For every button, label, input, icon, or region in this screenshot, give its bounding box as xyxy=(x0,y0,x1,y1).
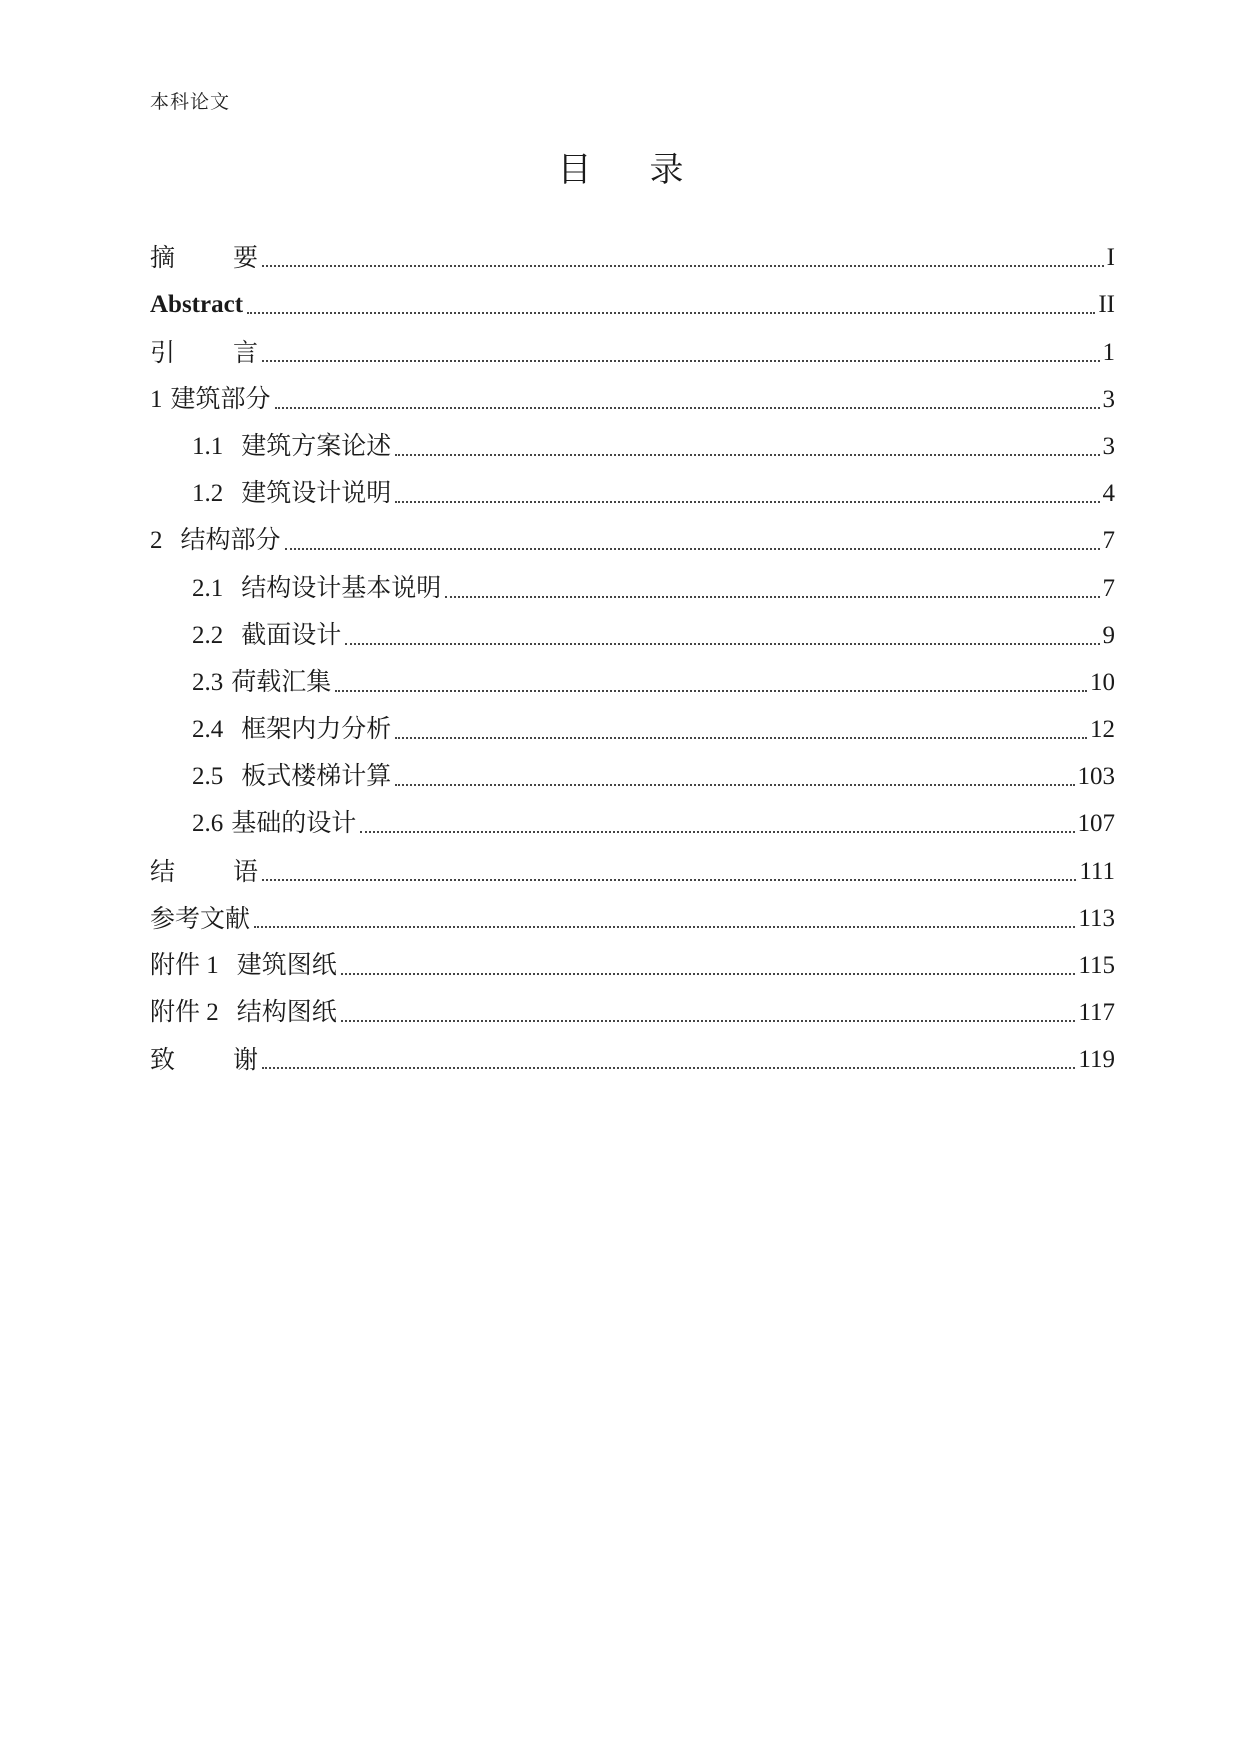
toc-entry-label: 参考文献 xyxy=(150,903,251,933)
toc-entry-section-2-4[interactable] xyxy=(150,702,1115,749)
toc-entry-page: I xyxy=(1106,244,1115,272)
toc-entry-number: 2.6 xyxy=(192,810,224,838)
toc-entry-number: 1.2 xyxy=(192,480,224,508)
toc-entry-page: 9 xyxy=(1102,621,1115,649)
toc-dot-leader xyxy=(254,926,1075,928)
toc-entry-page: 3 xyxy=(1102,432,1115,460)
page-title-char-1: 目 xyxy=(557,150,592,190)
toc-entry-label: 1.1 建筑方案论述 xyxy=(192,430,392,460)
toc-entry-page: 10 xyxy=(1090,668,1115,696)
toc-entry-number: 2.4 xyxy=(192,716,224,744)
toc-dot-leader xyxy=(360,831,1074,833)
toc-entry-page: 117 xyxy=(1078,999,1115,1027)
toc-entry-label: 2.4 框架内力分析 xyxy=(192,714,392,744)
toc-entry-label: 结 语 xyxy=(150,856,259,886)
toc-entry-label: 2 结构部分 xyxy=(150,525,281,555)
toc-entry-abstract-cn[interactable] xyxy=(150,230,1115,277)
toc-dot-leader xyxy=(395,784,1074,786)
toc-entry-number: 附件 1 xyxy=(150,952,219,979)
toc-entry-label: 2.2 截面设计 xyxy=(192,619,342,649)
toc-entry-number: 2.1 xyxy=(192,574,224,602)
toc-entry-number: 2.2 xyxy=(192,621,224,649)
toc-entry-number: 1.1 xyxy=(192,432,224,460)
toc-entry-page: 113 xyxy=(1078,904,1115,932)
toc-dot-leader xyxy=(341,973,1076,975)
toc-entry-label: 引 言 xyxy=(150,337,259,367)
page-title xyxy=(0,148,1241,192)
toc-dot-leader xyxy=(395,737,1087,739)
toc-entry-section-2-6[interactable] xyxy=(150,796,1115,843)
toc-entry-label: 附件 1 建筑图纸 xyxy=(150,950,337,979)
toc-dot-leader xyxy=(395,501,1099,503)
toc-entry-section-1-2[interactable] xyxy=(150,466,1115,513)
toc-entry-page: 4 xyxy=(1102,480,1115,508)
toc-entry-label: 2.1 结构设计基本说明 xyxy=(192,572,442,602)
toc-dot-leader xyxy=(335,690,1087,692)
toc-entry-page: 1 xyxy=(1102,338,1115,366)
toc-entry-page: 111 xyxy=(1079,857,1115,885)
toc-entry-section-2[interactable] xyxy=(150,513,1115,560)
toc-entry-introduction[interactable] xyxy=(150,324,1115,371)
toc-dot-leader xyxy=(262,265,1104,267)
toc-entry-page: 115 xyxy=(1078,952,1115,979)
toc-entry-label: 2.3 荷载汇集 xyxy=(192,666,332,696)
toc-entry-appendix-2[interactable] xyxy=(150,985,1115,1032)
toc-entry-section-1-1[interactable] xyxy=(150,419,1115,466)
toc-entry-page: 3 xyxy=(1102,385,1115,413)
page-title-char-2: 录 xyxy=(649,150,684,190)
toc-entry-number: 2 xyxy=(150,527,163,555)
toc-entry-page: 119 xyxy=(1078,1046,1115,1074)
toc-entry-abstract-en[interactable] xyxy=(150,277,1115,324)
toc-dot-leader xyxy=(445,596,1099,598)
toc-dot-leader xyxy=(247,312,1095,314)
toc-dot-leader xyxy=(341,1020,1076,1022)
toc-entry-number: 2.3 xyxy=(192,668,224,696)
toc-entry-page: II xyxy=(1098,291,1115,319)
toc-entry-label: 2.5 板式楼梯计算 xyxy=(192,761,392,791)
toc-dot-leader xyxy=(285,548,1100,550)
toc-list xyxy=(150,230,1115,1079)
toc-dot-leader xyxy=(262,1067,1075,1069)
toc-dot-leader xyxy=(275,407,1100,409)
toc-entry-label: 1.2 建筑设计说明 xyxy=(192,478,392,508)
toc-entry-label: 摘 要 xyxy=(150,243,259,273)
toc-dot-leader xyxy=(345,643,1099,645)
toc-entry-number: 附件 2 xyxy=(150,999,219,1027)
toc-dot-leader xyxy=(395,454,1099,456)
toc-entry-page: 107 xyxy=(1077,810,1115,838)
toc-dot-leader xyxy=(262,360,1099,362)
toc-entry-section-1[interactable] xyxy=(150,372,1115,419)
toc-entry-number: 1 xyxy=(150,385,163,413)
toc-entry-page: 7 xyxy=(1102,527,1115,555)
toc-entry-label: 附件 2 结构图纸 xyxy=(150,997,337,1027)
toc-entry-label: 致 谢 xyxy=(150,1045,259,1075)
toc-entry-acknowledgements[interactable] xyxy=(150,1032,1115,1079)
toc-entry-references[interactable] xyxy=(150,891,1115,938)
toc-entry-page: 7 xyxy=(1102,574,1115,602)
toc-entry-conclusion[interactable] xyxy=(150,843,1115,890)
toc-entry-section-2-1[interactable] xyxy=(150,560,1115,607)
running-header: 本科论文 xyxy=(150,91,231,113)
toc-entry-page: 12 xyxy=(1090,716,1115,744)
toc-entry-section-2-2[interactable] xyxy=(150,608,1115,655)
toc-entry-label: 2.6 基础的设计 xyxy=(192,808,357,838)
toc-entry-appendix-1[interactable] xyxy=(150,938,1115,985)
toc-entry-section-2-3[interactable] xyxy=(150,655,1115,702)
toc-entry-number: 2.5 xyxy=(192,763,224,791)
toc-dot-leader xyxy=(262,879,1076,881)
toc-entry-label: Abstract xyxy=(150,291,244,319)
toc-entry-label: 1 建筑部分 xyxy=(150,383,271,413)
toc-entry-section-2-5[interactable] xyxy=(150,749,1115,796)
toc-entry-page: 103 xyxy=(1077,763,1115,791)
